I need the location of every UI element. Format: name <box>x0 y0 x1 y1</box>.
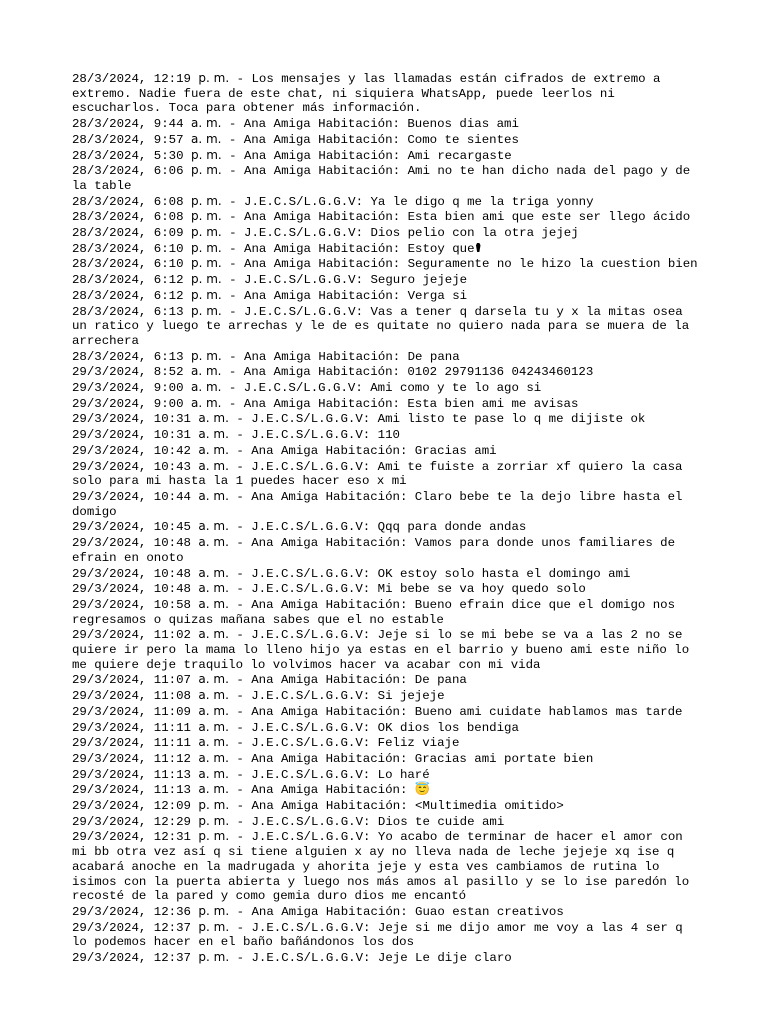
message-line <box>72 904 702 920</box>
message-timestamp: 28/3/2024, 9:44 <box>72 117 184 132</box>
message-line <box>72 163 702 193</box>
message-timestamp: 28/3/2024, 12:19 <box>72 72 191 86</box>
message-meridiem: a. m. <box>190 380 222 395</box>
message-timestamp: 28/3/2024, 6:08 <box>72 194 184 209</box>
message-text: - J.E.C.S/L.G.G.V: Dios te cuide ami <box>229 814 505 829</box>
message-text: - Ana Amiga Habitación: Claro bebe te la dejo libre hasta el domigo <box>72 489 690 519</box>
message-line <box>72 489 702 519</box>
message-meridiem: a. m. <box>198 735 229 750</box>
message-text: - Ana Amiga Habitación: Esta bien ami que este ser llego ácido <box>221 210 691 225</box>
message-meridiem: p. m. <box>190 348 222 363</box>
message-meridiem: a. m. <box>198 596 229 611</box>
message-meridiem: a. m. <box>198 782 229 797</box>
message-line <box>72 751 702 767</box>
message-text: - Ana Amiga Habitación: Bueno ami cuidate hablamos mas tarde <box>228 704 683 719</box>
message-meridiem: a. m. <box>198 411 229 426</box>
message-text: - Los mensajes y las llamadas están cifrados de extremo a extremo. Nadie fuera de este chat, ni siquiera WhatsApp, puede leerlos ni escucharlos. Toca para obtener más información. <box>72 72 668 116</box>
message-line <box>72 443 702 459</box>
message-meridiem: p. m. <box>190 272 222 287</box>
message-timestamp: 29/3/2024, 10:48 <box>72 582 191 597</box>
message-timestamp: 29/3/2024, 8:52 <box>72 365 184 380</box>
message-meridiem: a. m. <box>190 116 222 131</box>
message-line <box>72 132 702 148</box>
message-timestamp: 28/3/2024, 6:12 <box>72 288 184 303</box>
message-line <box>72 566 702 582</box>
message-timestamp: 29/3/2024, 11:12 <box>72 751 191 766</box>
message-meridiem: p. m. <box>198 919 230 934</box>
message-timestamp: 29/3/2024, 10:58 <box>72 597 191 612</box>
message-text: - Ana Amiga Habitación: Ami recargaste <box>221 148 512 163</box>
message-text: - J.E.C.S/L.G.G.V: Ami listo te pase lo q me dijiste ok <box>228 412 646 427</box>
message-timestamp: 29/3/2024, 11:09 <box>72 704 191 719</box>
message-text: - Ana Amiga Habitación: Como te sientes <box>221 132 519 147</box>
message-timestamp: 29/3/2024, 9:00 <box>72 381 184 396</box>
message-meridiem: a. m. <box>198 688 229 703</box>
message-timestamp: 28/3/2024, 9:57 <box>72 132 184 147</box>
chat-transcript <box>72 71 702 966</box>
message-timestamp: 29/3/2024, 11:02 <box>72 628 191 643</box>
message-meridiem: a. m. <box>198 627 229 642</box>
message-line <box>72 519 702 535</box>
message-timestamp: 29/3/2024, 10:43 <box>72 459 191 474</box>
message-line <box>72 688 702 704</box>
message-line <box>72 148 702 164</box>
message-meridiem: p. m. <box>198 903 230 918</box>
message-line <box>72 814 702 830</box>
message-text: - J.E.C.S/L.G.G.V: OK estoy solo hasta el domingo ami <box>228 566 631 581</box>
message-line <box>72 288 702 304</box>
message-timestamp: 29/3/2024, 10:48 <box>72 536 191 551</box>
message-text: - Ana Amiga Habitación: Buenos dias ami <box>221 117 519 132</box>
message-timestamp: 29/3/2024, 12:31 <box>72 830 191 845</box>
message-text: - Ana Amiga Habitación: 0102 29791136 04243460123 <box>221 365 594 380</box>
message-timestamp: 29/3/2024, 12:36 <box>72 904 191 919</box>
message-meridiem: a. m. <box>198 581 229 596</box>
message-text: - Ana Amiga Habitación: Seguramente no le hizo la cuestion bien <box>221 257 698 272</box>
message-line <box>72 627 702 672</box>
message-text: - J.E.C.S/L.G.G.V: OK dios los bendiga <box>228 720 519 735</box>
message-meridiem: p. m. <box>190 287 222 302</box>
message-line <box>72 256 702 272</box>
message-text: - J.E.C.S/L.G.G.V: Si jejeje <box>228 689 445 704</box>
message-line <box>72 950 702 966</box>
message-line <box>72 116 702 132</box>
message-meridiem: a. m. <box>198 703 229 718</box>
message-line <box>72 720 702 736</box>
message-meridiem: p. m. <box>198 950 230 965</box>
message-timestamp: 29/3/2024, 12:29 <box>72 814 191 829</box>
message-meridiem: p. m. <box>190 147 222 162</box>
message-text: - J.E.C.S/L.G.G.V: Lo haré <box>228 767 430 782</box>
message-line <box>72 920 702 950</box>
message-line <box>72 735 702 751</box>
message-meridiem: a. m. <box>198 719 229 734</box>
message-text: - Ana Amiga Habitación: De pana <box>228 673 467 688</box>
message-line <box>72 241 702 257</box>
message-meridiem: p. m. <box>190 256 222 271</box>
message-line <box>72 535 702 565</box>
message-timestamp: 29/3/2024, 11:08 <box>72 689 191 704</box>
message-line <box>72 782 702 798</box>
message-meridiem: a. m. <box>198 427 229 442</box>
message-timestamp: 28/3/2024, 5:30 <box>72 148 184 163</box>
message-meridiem: p. m. <box>190 225 222 240</box>
message-line <box>72 71 702 116</box>
message-meridiem: a. m. <box>198 672 229 687</box>
message-timestamp: 29/3/2024, 11:13 <box>72 783 191 798</box>
message-meridiem: p. m. <box>198 813 230 828</box>
message-meridiem: a. m. <box>198 458 229 473</box>
message-meridiem: p. m. <box>198 829 230 844</box>
message-timestamp: 29/3/2024, 10:45 <box>72 520 191 535</box>
message-line <box>72 767 702 783</box>
message-text: - J.E.C.S/L.G.G.V: 110 <box>228 428 400 443</box>
message-text: - Ana Amiga Habitación: De pana <box>221 349 460 364</box>
message-meridiem: p. m. <box>190 240 222 255</box>
message-text: - Ana Amiga Habitación: 😇 <box>228 783 431 798</box>
message-timestamp: 28/3/2024, 6:06 <box>72 164 184 179</box>
message-timestamp: 28/3/2024, 6:09 <box>72 226 184 241</box>
message-timestamp: 29/3/2024, 11:11 <box>72 720 191 735</box>
message-meridiem: a. m. <box>190 131 222 146</box>
message-timestamp: 29/3/2024, 12:37 <box>72 920 191 935</box>
message-timestamp: 28/3/2024, 6:08 <box>72 210 184 225</box>
message-meridiem: a. m. <box>198 766 229 781</box>
message-text: - Ana Amiga Habitación: Esta bien ami me avisas <box>221 396 579 411</box>
message-text: - Ana Amiga Habitación: Vamos para donde unos familiares de efrain en onoto <box>72 536 683 565</box>
message-line <box>72 272 702 288</box>
message-line <box>72 798 702 814</box>
message-line <box>72 194 702 210</box>
message-line <box>72 349 702 365</box>
message-line <box>72 704 702 720</box>
message-timestamp: 29/3/2024, 11:07 <box>72 673 191 688</box>
message-timestamp: 29/3/2024, 10:42 <box>72 443 191 458</box>
message-meridiem: a. m. <box>198 565 229 580</box>
message-meridiem: a. m. <box>198 750 229 765</box>
message-text: - Ana Amiga Habitación: <Multimedia omitido> <box>229 799 564 814</box>
message-text: - Ana Amiga Habitación: Gracias ami <box>228 443 497 458</box>
message-text: - J.E.C.S/L.G.G.V: Vas a tener q darsela tu y x la mitas osea un ratico y luego te arrechas y le de es quitate no quiero nada para se muera de la arrechera <box>72 304 697 348</box>
message-text: - Ana Amiga Habitación: Guao estan creativos <box>229 904 564 919</box>
message-meridiem: a. m. <box>198 535 229 550</box>
message-line <box>72 304 702 349</box>
message-line <box>72 829 702 904</box>
message-text: - J.E.C.S/L.G.G.V: Ya le digo q me la triga yonny <box>221 194 594 209</box>
message-timestamp: 28/3/2024, 6:12 <box>72 273 184 288</box>
message-text: - J.E.C.S/L.G.G.V: Feliz viaje <box>228 736 460 751</box>
message-meridiem: a. m. <box>190 364 222 379</box>
message-meridiem: a. m. <box>198 519 229 534</box>
message-meridiem: p. m. <box>190 163 222 178</box>
message-line <box>72 411 702 427</box>
message-line <box>72 364 702 380</box>
message-line <box>72 672 702 688</box>
message-text: - Ana Amiga Habitación: Verga si <box>221 288 468 303</box>
message-meridiem: a. m. <box>198 442 229 457</box>
message-text: - Ana Amiga Habitación: Gracias ami portate bien <box>228 751 594 766</box>
message-line <box>72 581 702 597</box>
message-text: - Ana Amiga Habitación: Bueno efrain dice que el domigo nos regresamos o quizas mañana sabes que el no estable <box>72 597 683 627</box>
message-timestamp: 29/3/2024, 10:48 <box>72 566 191 581</box>
message-timestamp: 28/3/2024, 6:10 <box>72 241 184 256</box>
message-text: - J.E.C.S/L.G.G.V: Ami te fuiste a zorriar xf quiero la casa solo para mi hasta la 1 puedes hacer eso x mi <box>72 459 690 489</box>
message-meridiem: a. m. <box>198 488 229 503</box>
message-meridiem: p. m. <box>190 193 222 208</box>
message-timestamp: 29/3/2024, 11:11 <box>72 736 191 751</box>
message-timestamp: 28/3/2024, 6:13 <box>72 349 184 364</box>
message-line <box>72 459 702 489</box>
message-timestamp: 29/3/2024, 9:00 <box>72 396 184 411</box>
message-timestamp: 28/3/2024, 6:13 <box>72 304 184 319</box>
message-line <box>72 597 702 627</box>
message-text: - J.E.C.S/L.G.G.V: Mi bebe se va hoy quedo solo <box>228 582 586 597</box>
message-text: - J.E.C.S/L.G.G.V: Ami como y te lo ago si <box>221 381 542 396</box>
message-timestamp: 29/3/2024, 12:09 <box>72 799 191 814</box>
message-meridiem: p. m. <box>190 209 222 224</box>
message-line <box>72 380 702 396</box>
message-timestamp: 29/3/2024, 10:31 <box>72 412 191 427</box>
message-line <box>72 225 702 241</box>
message-text: - J.E.C.S/L.G.G.V: Jeje Le dije claro <box>229 951 512 966</box>
message-line <box>72 396 702 412</box>
message-text: - J.E.C.S/L.G.G.V: Jeje si me dijo amor me voy a las 4 ser q lo podemos hacer en el baño bañándonos los dos <box>72 920 691 950</box>
message-timestamp: 29/3/2024, 10:44 <box>72 489 191 504</box>
message-meridiem: a. m. <box>190 395 222 410</box>
message-text: - J.E.C.S/L.G.G.V: Jeje si lo se mi bebe se va a las 2 no se quiere ir pero la mama lo lleno hijo ya estas en el barrio y bueno ami este niño lo me quiere deje traquilo lo volvimos hacer va acabar con mi vida <box>72 628 697 672</box>
message-text: - J.E.C.S/L.G.G.V: Qqq para donde andas <box>228 520 527 535</box>
message-meridiem: p. m. <box>198 71 230 85</box>
message-timestamp: 29/3/2024, 11:13 <box>72 767 191 782</box>
message-line <box>72 427 702 443</box>
message-text: - Ana Amiga Habitación: Ami no te han dicho nada del pago y de la table <box>72 164 698 193</box>
message-text: - J.E.C.S/L.G.G.V: Yo acabo de terminar de hacer el amor con mi bb otra vez así q si tiene alguien x ay no lleva nada de leche jejeje xq ise q acabará anoche en la madrugada y ahorita jeje y esta ves cambiamos de rutina lo isimos con la puerta abierta y luego nos más amos al pasillo y se lo ise paredón lo recosté de la pared y como gemia duro dios me encantó <box>72 830 697 904</box>
message-text: - Ana Amiga Habitación: Estoy que⚰ <box>221 241 483 256</box>
message-text: - J.E.C.S/L.G.G.V: Dios pelio con la otra jejej <box>221 226 579 241</box>
message-meridiem: p. m. <box>198 798 230 813</box>
message-timestamp: 29/3/2024, 10:31 <box>72 428 191 443</box>
message-meridiem: p. m. <box>190 303 222 318</box>
message-timestamp: 28/3/2024, 6:10 <box>72 257 184 272</box>
message-text: - J.E.C.S/L.G.G.V: Seguro jejeje <box>221 273 468 288</box>
message-line <box>72 209 702 225</box>
message-timestamp: 29/3/2024, 12:37 <box>72 951 191 966</box>
